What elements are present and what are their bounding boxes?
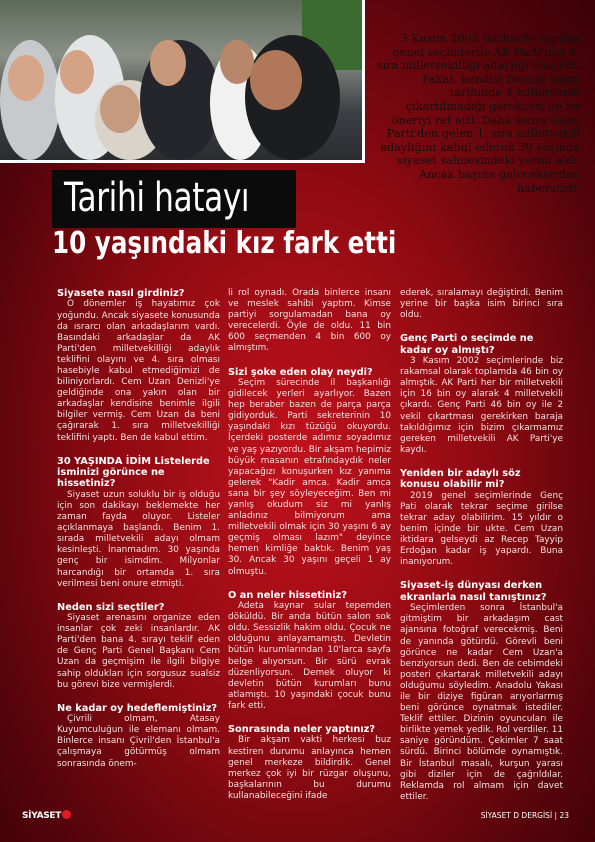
column-2 [228,288,391,814]
answer: ederek, sıralamayı değiştirdi. Benim yerine bir başka isim birinci sıra oldu. [400,288,563,321]
article-subtitle: 10 yaşındaki kız fark etti [52,226,397,261]
brand-logo [22,810,71,821]
brand-dot-icon [62,810,71,819]
magazine-name: SİYASET D DERGİSİ [480,811,553,820]
question: Neden sizi seçtiler? [57,601,165,613]
photo-face [150,40,186,86]
photo-face [100,85,140,133]
question: Siyaset-iş dünyası derken ekranlarla nasıl tanıştınız? [400,580,547,603]
answer: 3 Kasım 2002 seçimlerinde biz rakamsal olarak toplamda 46 bin oy almıştık. AK Parti her bir milletvekili için 16 bin oy alarak 4 milletvekili çıkardı. Genç Parti 46 bin oy ile 2 vekil çıkartması gerekirken baraja takıldığımız için bizim çıkarmamız gereken milletvekili AK Parti'ye kaydı. [400,356,563,455]
photo-face [250,50,302,110]
answer: O dönemler iş hayatımız çok yoğundu. Ancak siyasete konusunda da ısrarcı olan arkadaşlarım vardı. Basındaki arkadaşlar da AK Parti'den milletvekilliği adaylık teklifini olayını ve 4. sıra olması hasebiyle kabul etmediğimizi de biliniyorlardı. Cem Uzan Denizli'ye geldiğinde ona yakın olan bir arkadaşlar kendisine benimle ilgili bilgiler vermiş. Cem Uzan da beni çağırarak 1. sıra milletvekilliği teklifini yaptı. Ben de kabul ettim. [57,299,220,443]
question: Yeniden bir adaylı söz konusu olabilir mi? [400,467,521,491]
page-footer: SİYASET D DERGİSİ | 23 [480,811,569,820]
answer: Bir akşam vakti herkesi buz kestiren durumu anlayınca hemen genel merkeze bildirdik. Genel merkez çok iyi bir rüzgar oluşunu, başkalarının bu durumu kullanabileceğini ifade [228,735,391,801]
column-3 [400,288,563,815]
question: Sizi şoke eden olay neydi? [228,366,373,378]
question: Siyasete nasıl girdiniz? [57,288,185,299]
page-number: 23 [559,811,569,820]
answer: Adeta kaynar sular tepemden döküldü. Bir anda bütün salon sok oldu. Sessizlik hakim oldu. Çocuk ne olduğunu anlayamamıştı. Devletin bütün kurumlarından 10'larca sayfa belge alıyorsun. Bir sürü evrak düzenliyorsun. Demek oluyor ki devletin bütün kurumları bunu atlamıştı. 10 yaşındaki çocuk bunu fark etti. [228,601,391,711]
column-1 [57,288,220,782]
photo-face [220,40,254,84]
cover-photo [0,0,365,163]
answer: Siyaset arenasını organize eden insanlar çok zeki insanlardır. AK Parti'den bana 4. sırayı teklif eden de Genç Parti Genel Başkanı Cem Uzan da geçmişim ile ilgili bilgiye sahip oldukları için sorgusuz sualsiz bu görevi bize vermişlerdi. [57,613,220,690]
answer: 2019 genel seçimlerinde Genç Pati olarak tekrar seçime girilse tekrar aday olabilirim. 15 yıldır o benim içinde bir ukte. Cem Uzan iktidara gelseydi az Recep Tayyip Erdoğan kadar iş yapardı. Buna inanıyorum. [400,490,563,568]
question: Ne kadar oy hedeflemiştiniz? [57,702,218,714]
brand-text: SİYASET [22,811,62,821]
photo-face [60,50,94,94]
photo-face [8,55,44,101]
answer: Seçimlerden sonra İstanbul'a gitmiştim bir arkadaşım cast ajansına fotoğraf verecekmiş. Beni de yanında götürdü. Görevli beni görünce ne kadar Cem Uzan'a benziyorsun dedi. Ben de cebimdeki posteri çıkartarak milletvekili adayı olduğumu söyledim. Anadolu Yakası ile bir diziye figüran arıyorlarmış beni görünce oynatmak istediler. Teklif ettiler. Dizinin oyuncuları ile birlikte yemek yedik. Rol verdiler. 11 saniye göründüm. Çekimler 7 saat sürdü. Birinci bölümde oynamıştık. Bir İstanbul masalı, kurşun yarası gibi diziler için de çağrıldılar. Reklamda rol almam için davet ettiler. [400,603,563,802]
answer: Siyaset uzun soluklu bir iş olduğu için son dakikayı beklemekte her zaman fayda oluyor. Listeler açıklanmaya başlandı. Benim 1. sırada milletvekili adayı olmam kesinleşti. İnanmadım. 30 yaşında genç bir isimdim. Milyonlar harcandığı bir ortamda 1. sıra verilmesi beni onure etmişti. [57,489,220,589]
question: O an neler hissetiniz? [228,589,347,601]
intro-text: 3 Kasım 2002 tarihinde yapılan genel seçimlerde AK Parti'den 4. sıra milletvekilliği adaylığı önerildi. Fakat, kendisi Denizli yakın tarihinde 4 milletvekili çıkartılmadığı gerekçesi ile bu öneriyi ret etti. Daha sonra Genç Parti'den gelen 1. sıra milletvekili adaylığını kabul ederek 30 yaşında siyaset sahnesindeki yerini aldı. Ancak başına geleceklerden habersizdi. [376,32,580,195]
question: Genç Parti o seçimde ne kadar oy almıştı? [400,333,534,356]
answer: Çivrili olmam, Atasay Kuyumculuğun ile elemanı olmam. Binlerce insanı Çivril'den İstanbul'a çalışmaya götürmüş olmam sonrasında önem- [57,714,220,769]
answer: li rol oynadı. Orada binlerce insanı ve meslek sahibi yaptım. Kimse partiyi sorgulamadan bana oy verecelerdi. Öyle de oldu. 11 bin 600 seçmenden 4 bin 600 oy almıştım. [228,288,391,354]
answer: Seçim sürecinde il başkanlığı gidilecek yerleri ayarlıyor. Bazen hep beraber bazen de parça parça gidiyorduk. Parti sekreterinin 10 yaşındaki kızı tüzüğü okuyordu. İçerdeki posterde adımız soyadımız ve yaş yazıyordu. Bir akşam hepimiz büyük masanın etrafındaydık neler yapacağızı konuşurken kız yanıma gelerek "Kadir amca. Kadir amca sana bir şey söyleyeceğim. Ben mi yanlış okudum siz mi yanlış anladınız bilmiyorum ama milletvekili olmak için 30 yaşını 6 ay geçmiş olması lazım" deyince hemen kimliğe baktık. Benim yaş 30. Ancak 30 yaşını geçeli 1 ay olmuştu. [228,377,391,577]
question: Sonrasında neler yaptınız? [228,724,376,735]
question: 30 YAŞINDA İDİM Listelerde isminizi görünce ne hissetiniz? [57,455,210,490]
article-title: Tarihi hatayı [64,175,250,221]
